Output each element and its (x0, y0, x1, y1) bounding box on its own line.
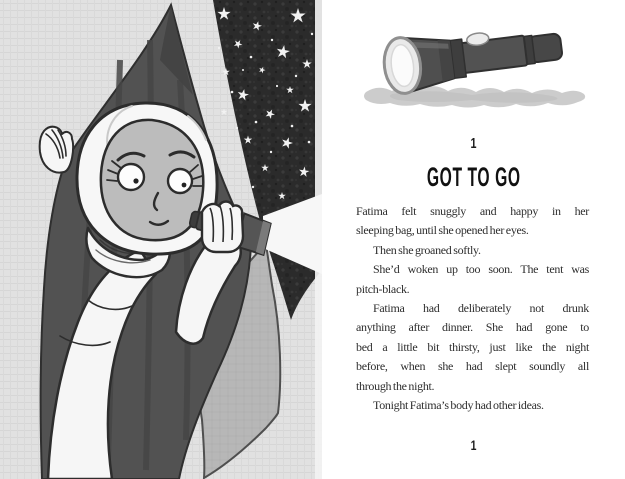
chapter-number: 1 (470, 135, 477, 152)
chapter-title (322, 162, 625, 193)
story-line: sleeping bag, until she opened her eyes. (356, 223, 529, 238)
flashlight-illustration (352, 12, 596, 112)
chapter-title-text: GOT TO GO (426, 162, 521, 192)
story-line: Fatima had deliberately not drunk (373, 301, 589, 316)
right-eye (168, 169, 192, 193)
page-number: 1 (470, 437, 477, 453)
story-line: before, when she had slept soundly all (356, 359, 589, 374)
flashlight-body (381, 18, 564, 95)
left-eye (118, 164, 144, 190)
girl-fist (202, 202, 243, 253)
story-line: Then she groaned softly. (373, 242, 481, 257)
story-line: bed a little bit thirsty, just like the night (356, 339, 589, 354)
story-line: Tonight Fatima’s body had other ideas. (373, 398, 544, 413)
flashlight-spot-svg (352, 12, 596, 112)
story-text (356, 202, 589, 415)
story-line: pitch-black. (356, 281, 410, 296)
story-line: Fatima felt snuggly and happy in her (356, 204, 589, 218)
story-line: anything after dinner. She had gone to (356, 320, 589, 335)
story-line: She’d woken up too soon. The tent was (373, 262, 589, 277)
gripping-hand (40, 127, 74, 173)
story-line: through the night. (356, 378, 435, 393)
book-text-page (322, 0, 625, 479)
